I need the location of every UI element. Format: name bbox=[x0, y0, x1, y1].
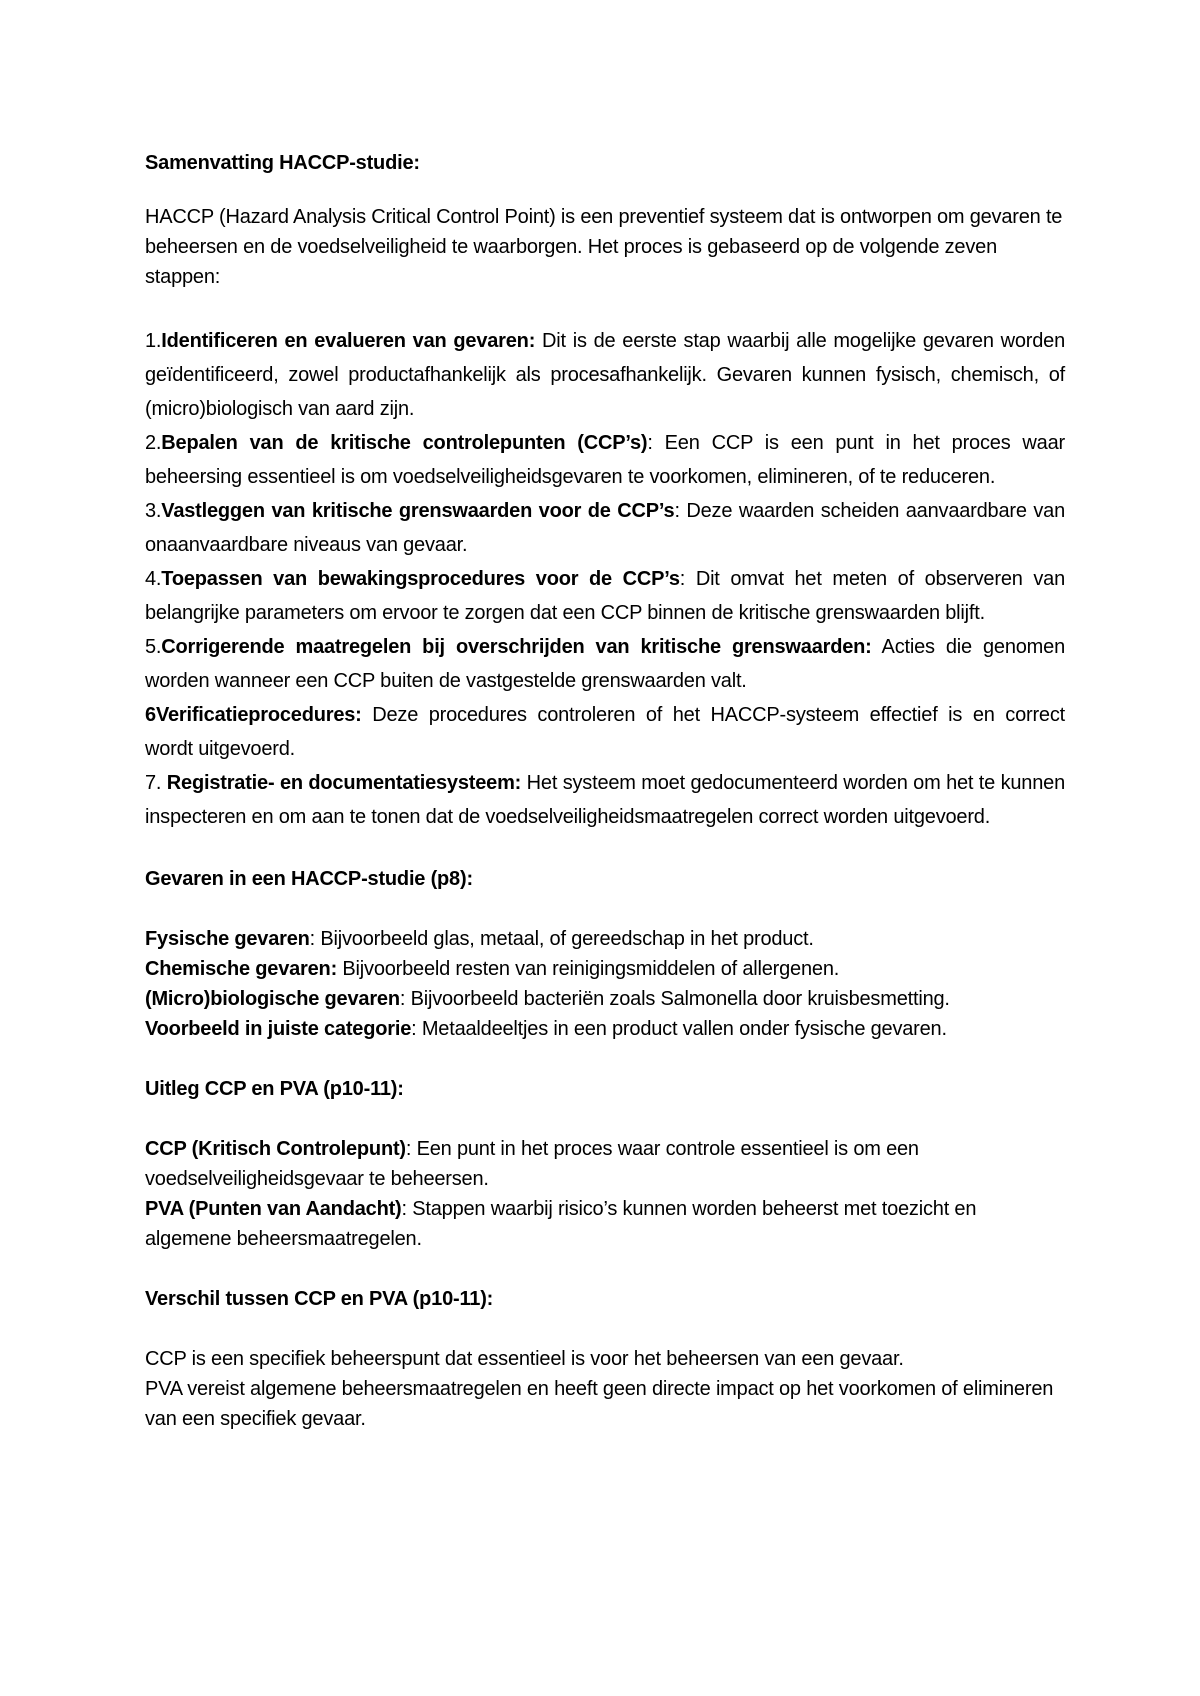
step-item: 4.Toepassen van bewakingsprocedures voor de CCP’s: Dit omvat het meten of observeren van belangrijke parameters om ervoor te zorgen dat een CCP binnen de kritische grenswaarden blijft. bbox=[145, 568, 1065, 624]
step-label: Verificatieprocedures: bbox=[155, 704, 362, 726]
step-item: 1.Identificeren en evalueren van gevaren: Dit is de eerste stap waarbij alle mogelijke gevaren worden geïdentificeerd, zowel productafhankelijk als procesafhankelijk. Gevaren kunnen fysisch, chemisch, of (micro)biologisch van aard zijn. bbox=[145, 330, 1066, 420]
step-text: Acties die genomen worden wanneer een CCP buiten de vastgestelde grenswaarden valt. bbox=[145, 636, 1065, 692]
hazards-heading: Gevaren in een HACCP-studie (p8): bbox=[145, 868, 473, 890]
step-label: Registratie- en documentatiesysteem: bbox=[166, 772, 522, 794]
steps-list bbox=[145, 324, 1065, 834]
hazard-item: Chemische gevaren: Bijvoorbeeld resten van reinigingsmiddelen of allergenen. bbox=[145, 958, 840, 980]
difference-line: PVA vereist algemene beheersmaatregelen en heeft geen directe impact op het voorkomen of elimineren van een specifiek gevaar. bbox=[145, 1378, 1054, 1430]
step-item: 7. Registratie- en documentatiesysteem: Het systeem moet gedocumenteerd worden om het te kunnen inspecteren en om aan te tonen dat de voedselveiligheidsmaatregelen correct worden uitgevoerd. bbox=[145, 772, 1065, 828]
difference-line: CCP is een specifiek beheerspunt dat essentieel is voor het beheersen van een gevaar. bbox=[145, 1348, 904, 1370]
document-title: Samenvatting HACCP-studie: bbox=[145, 152, 420, 174]
step-text: : Deze waarden scheiden aanvaardbare van onaanvaardbare niveaus van gevaar. bbox=[145, 500, 1066, 556]
hazard-item: (Micro)biologische gevaren: Bijvoorbeeld bacteriën zoals Salmonella door kruisbesmetting. bbox=[145, 988, 950, 1010]
difference-list bbox=[145, 1344, 1065, 1434]
step-label: Bepalen van de kritische controlepunten (CCP’s) bbox=[161, 432, 648, 454]
definition-item: CCP (Kritisch Controlepunt): Een punt in het proces waar controle essentieel is om een voedselveiligheidsgevaar te beheersen. bbox=[145, 1138, 919, 1190]
hazards-list bbox=[145, 924, 1065, 1044]
document-content bbox=[145, 148, 1065, 1434]
step-item: 6Verificatieprocedures: Deze procedures controleren of het HACCP-systeem effectief is en correct wordt uitgevoerd. bbox=[145, 704, 1065, 760]
step-text: Deze procedures controleren of het HACCP-systeem effectief is en correct wordt uitgevoerd. bbox=[145, 704, 1065, 760]
step-item: 3.Vastleggen van kritische grenswaarden voor de CCP’s: Deze waarden scheiden aanvaardbare van onaanvaardbare niveaus van gevaar. bbox=[145, 500, 1066, 556]
step-text: : Een CCP is een punt in het proces waar beheersing essentieel is om voedselveiligheidsgevaren te voorkomen, elimineren, of te reduceren. bbox=[145, 432, 1065, 488]
step-text: Dit is de eerste stap waarbij alle mogelijke gevaren worden geïdentificeerd, zowel productafhankelijk als procesafhankelijk. Gevaren kunnen fysisch, chemisch, of (micro)biologisch van aard zijn. bbox=[145, 330, 1066, 420]
hazard-item: Voorbeeld in juiste categorie: Metaaldeeltjes in een product vallen onder fysische gevaren. bbox=[145, 1018, 947, 1040]
step-label: Identificeren en evalueren van gevaren: bbox=[161, 330, 536, 352]
ccp-pva-heading: Uitleg CCP en PVA (p10-11): bbox=[145, 1078, 404, 1100]
definition-item: PVA (Punten van Aandacht): Stappen waarbij risico’s kunnen worden beheerst met toezicht en algemene beheersmaatregelen. bbox=[145, 1198, 977, 1250]
difference-heading: Verschil tussen CCP en PVA (p10-11): bbox=[145, 1288, 494, 1310]
step-label: Toepassen van bewakingsprocedures voor de CCP’s bbox=[161, 568, 680, 590]
step-text: : Dit omvat het meten of observeren van belangrijke parameters om ervoor te zorgen dat een CCP binnen de kritische grenswaarden blijft. bbox=[145, 568, 1065, 624]
step-label: Corrigerende maatregelen bij overschrijden van kritische grenswaarden: bbox=[161, 636, 872, 658]
step-label: Vastleggen van kritische grenswaarden voor de CCP’s bbox=[161, 500, 675, 522]
ccp-pva-list bbox=[145, 1134, 1065, 1254]
step-item: 5.Corrigerende maatregelen bij overschrijden van kritische grenswaarden: Acties die genomen worden wanneer een CCP buiten de vastgestelde grenswaarden valt. bbox=[145, 636, 1065, 692]
hazard-item: Fysische gevaren: Bijvoorbeeld glas, metaal, of gereedschap in het product. bbox=[145, 928, 814, 950]
step-item: 2.Bepalen van de kritische controlepunten (CCP’s): Een CCP is een punt in het proces waar beheersing essentieel is om voedselveiligheidsgevaren te voorkomen, elimineren, of te reduceren. bbox=[145, 432, 1065, 488]
intro-paragraph: HACCP (Hazard Analysis Critical Control Point) is een preventief systeem dat is ontworpen om gevaren te beheersen en de voedselveiligheid te waarborgen. Het proces is gebaseerd op de volgende zeven stappen: bbox=[145, 206, 1063, 288]
step-text: Het systeem moet gedocumenteerd worden om het te kunnen inspecteren en om aan te tonen dat de voedselveiligheidsmaatregelen correct worden uitgevoerd. bbox=[145, 772, 1065, 828]
